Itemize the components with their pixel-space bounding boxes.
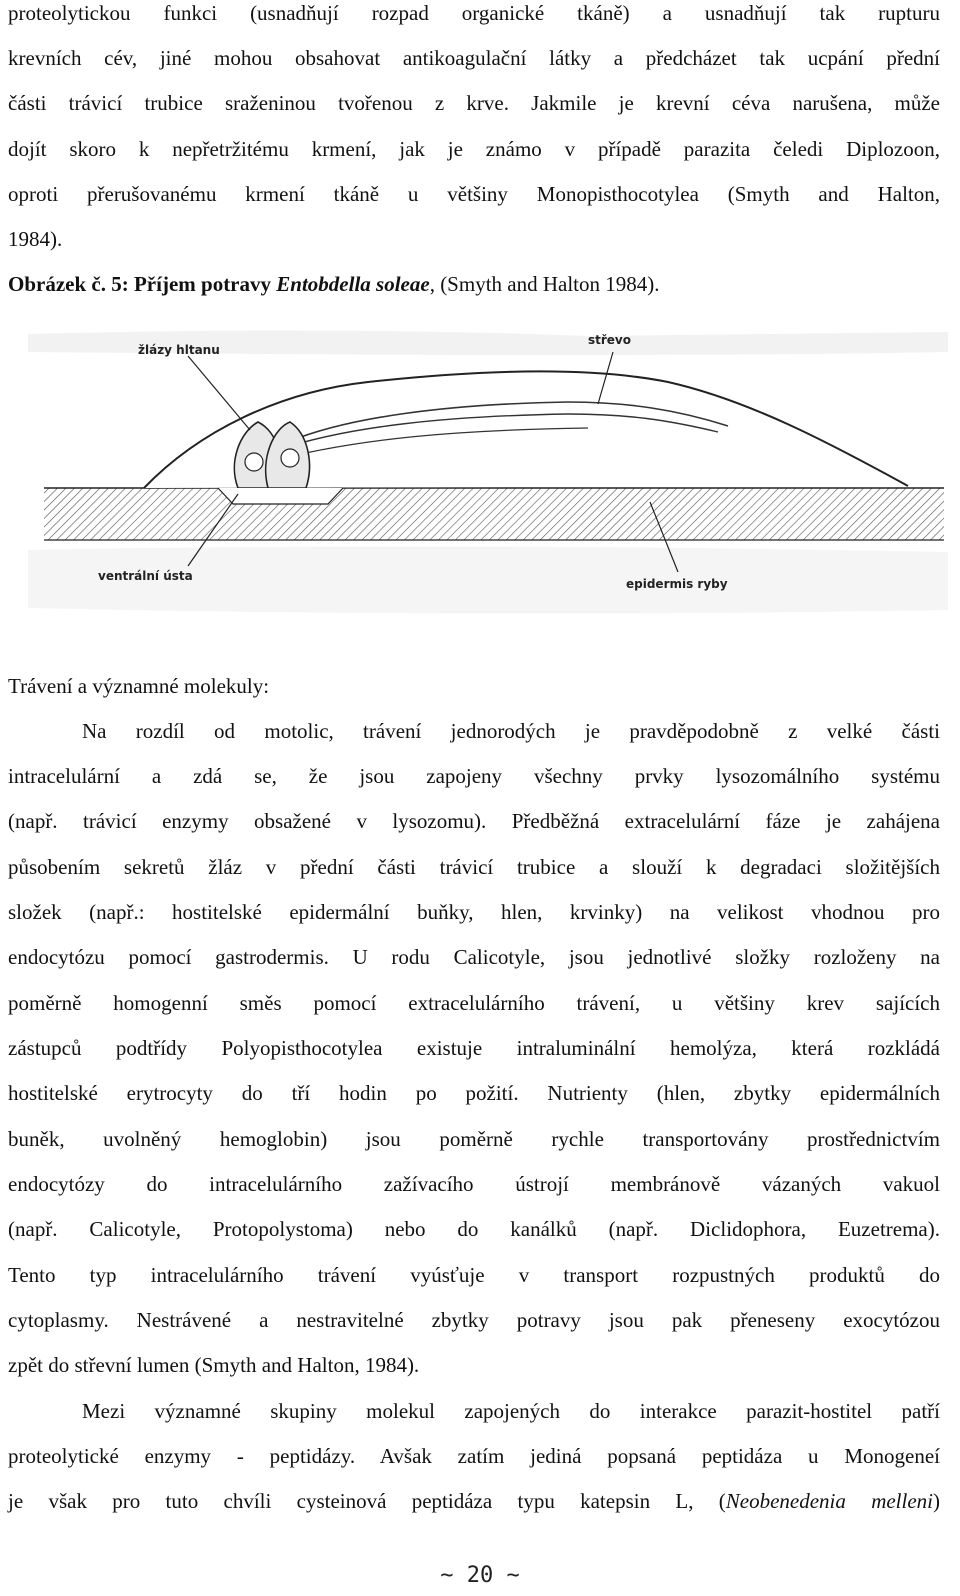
caption-suffix: , (Smyth and Halton 1984). xyxy=(429,272,660,296)
text-segment: je však pro tuto chvíli cysteinová peptidáza typu katepsin L, ( xyxy=(8,1489,726,1513)
leader-line xyxy=(188,356,250,430)
text-line: Tento typ intracelulárního trávení vyúsťuje v transport rozpustných produktů do xyxy=(8,1263,940,1287)
text-line: působením sekretů žláz v přední části trávicí trubice a slouží k degradaci složitějších xyxy=(8,855,940,879)
feeding-diagram xyxy=(28,322,948,622)
fish-epidermis-band xyxy=(44,488,944,540)
text-line: buněk, uvolněný hemoglobin) jsou poměrně rychle transportovány prostřednictvím xyxy=(8,1127,940,1151)
text-line: Na rozdíl od motolic, trávení jednorodých je pravděpodobně z velké části xyxy=(82,719,940,743)
text-line: (např. trávicí enzymy obsažené v lysozomu). Předběžná extracelulární fáze je zahájena xyxy=(8,809,940,833)
label-gut: střevo xyxy=(588,333,632,347)
text-line: cytoplasmy. Nestrávené a nestravitelné zbytky potravy jsou pak přeneseny exocytózou xyxy=(8,1308,940,1332)
text-line: krevních cév, jiné mohou obsahovat antikoagulační látky a předcházet tak ucpání přední xyxy=(8,46,940,70)
caption-prefix: Obrázek č. 5: Příjem potravy xyxy=(8,272,277,296)
text-line: dojít skoro k nepřetržitému krmení, jak je známo v případě parazita čeledi Diplozoon, xyxy=(8,137,940,161)
text-line: části trávicí trubice sraženinou tvořenou z krve. Jakmile je krevní céva narušena, může xyxy=(8,91,940,115)
figure-caption xyxy=(8,271,660,297)
text-line: 1984). xyxy=(8,227,63,251)
text-line: proteolytickou funkci (usnadňují rozpad organické tkáně) a usnadňují tak rupturu xyxy=(8,1,940,25)
gland-cell xyxy=(245,453,263,471)
page-number: ~ 20 ~ xyxy=(440,1563,520,1588)
text-line: Mezi významné skupiny molekul zapojených do interakce parazit-hostitel patří xyxy=(82,1399,940,1423)
section-heading: Trávení a významné molekuly: xyxy=(8,674,270,698)
text-line: hostitelské erytrocyty do tří hodin po požití. Nutrienty (hlen, zbytky epidermálních xyxy=(8,1081,940,1105)
caption-species: Entobdella soleae xyxy=(276,272,430,296)
text-line: proteolytické enzymy - peptidázy. Avšak zatím jediná popsaná peptidáza u Monogeneí xyxy=(8,1444,940,1468)
text-line: zpět do střevní lumen (Smyth and Halton, 1984). xyxy=(8,1353,420,1377)
text-line: endocytózu pomocí gastrodermis. U rodu Calicotyle, jsou jednotlivé složky rozloženy na xyxy=(8,945,940,969)
text-segment: ) xyxy=(933,1489,940,1513)
species-name: Neobenedenia melleni xyxy=(725,1489,933,1513)
label-ventral-mouth: ventrální ústa xyxy=(98,569,193,583)
text-line: intracelulární a zdá se, že jsou zapojeny všechny prvky lysozomálního systému xyxy=(8,764,940,788)
gland-cell xyxy=(281,449,299,467)
text-line: zástupců podtřídy Polyopisthocotylea existuje intraluminální hemolýza, která rozkládá xyxy=(8,1036,940,1060)
text-line: endocytózy do intracelulárního zažívacího ústrojí membránově vázaných vakuol xyxy=(8,1172,940,1196)
label-fish-epidermis: epidermis ryby xyxy=(626,577,728,591)
label-pharynx-glands: žlázy hltanu xyxy=(138,343,220,357)
text-line xyxy=(8,1488,940,1514)
text-line: složek (např.: hostitelské epidermální buňky, hlen, krvinky) na velikost vhodnou pro xyxy=(8,900,940,924)
text-line: (např. Calicotyle, Protopolystoma) nebo do kanálků (např. Diclidophora, Euzetrema). xyxy=(8,1217,940,1241)
text-line: oproti přerušovanému krmení tkáně u většiny Monopisthocotylea (Smyth and Halton, xyxy=(8,182,940,206)
text-line: poměrně homogenní směs pomocí extracelulárního trávení, u většiny krev sajících xyxy=(8,991,940,1015)
